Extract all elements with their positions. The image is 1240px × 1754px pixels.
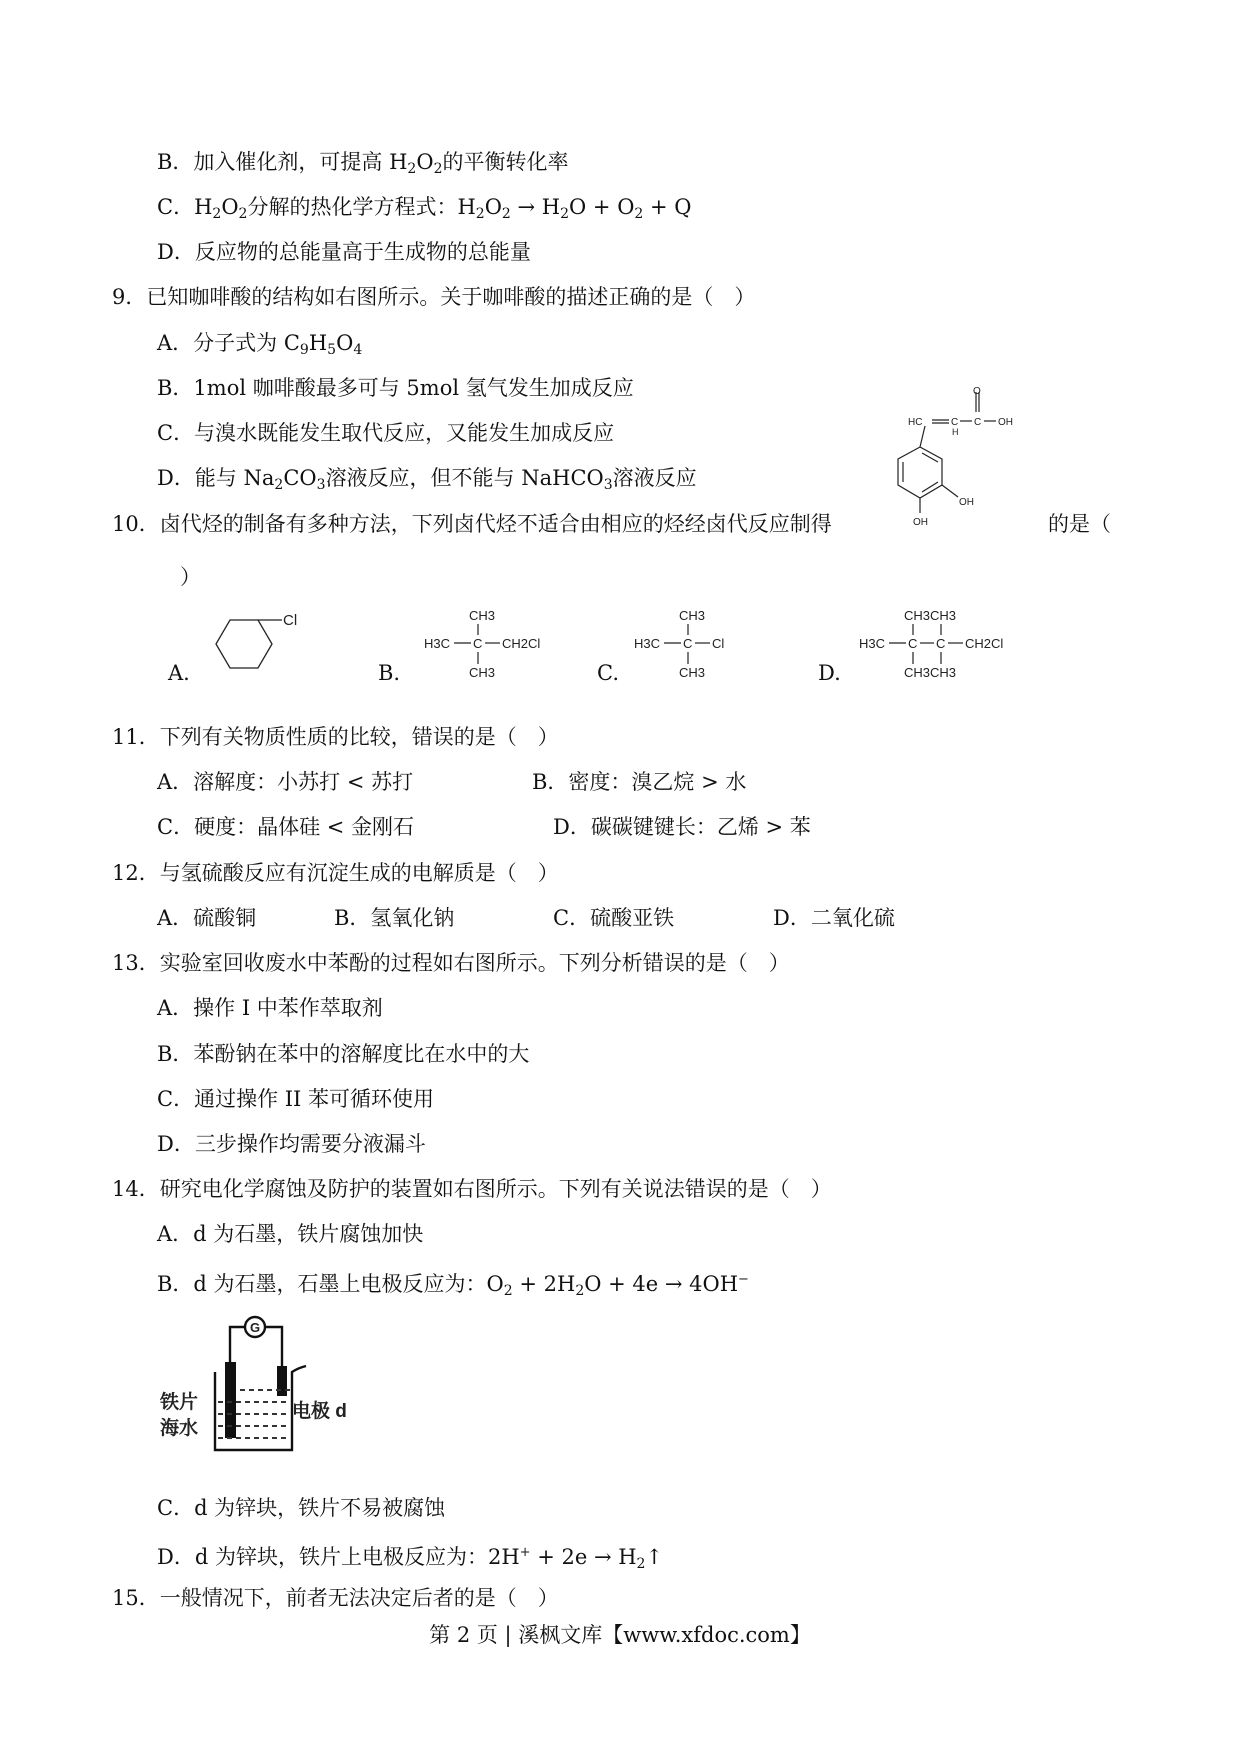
q9-option-a: A．分子式为 $C_9H_5O_4$ [157, 331, 363, 358]
c-label: C [473, 636, 483, 651]
q14-option-d: D．d 为锌块，铁片上电极反应为：$2H^+ + 2e \to H_2↑$ [157, 1545, 664, 1572]
ch3-label-2: CH3 [469, 665, 496, 680]
seawater-label: 海水 [160, 1418, 199, 1439]
q14-option-c: C．d 为锌块，铁片不易被腐蚀 [157, 1496, 446, 1520]
q10-label-b: B. [378, 661, 401, 685]
oh-label-2: OH [959, 497, 974, 508]
chlorocyclohexane-structure [200, 608, 310, 688]
dimethyl-chloro-structure [855, 605, 1015, 685]
q10-label-c: C. [597, 661, 619, 685]
q8-option-d: D．反应物的总能量高于生成物的总能量 [157, 240, 531, 264]
electrode-d-label: 电极 d [292, 1401, 347, 1422]
q12-option-d: D．二氧化硫 [773, 906, 895, 930]
q15-stem: 15．一般情况下，前者无法决定后者的是（ ） [112, 1586, 559, 1610]
q9-stem: 9．已知咖啡酸的结构如右图所示。关于咖啡酸的描述正确的是（ ） [112, 285, 756, 309]
iron-label: 铁片 [160, 1392, 199, 1413]
q10-stem: 10．卤代烃的制备有多种方法，下列卤代烃不适合由相应的烃经卤代反应制得 [112, 512, 832, 536]
h3c-label: H3C [859, 636, 886, 651]
ch3-label: CH3 [679, 608, 706, 623]
hc-label: HC [908, 417, 923, 428]
h3c-label: H3C [424, 636, 451, 651]
galvanometer-label: G [249, 1320, 261, 1335]
ch2cl-label: CH2Cl [502, 636, 541, 651]
q13-stem: 13．实验室回收废水中苯酚的过程如右图所示。下列分析错误的是（ ） [112, 951, 790, 975]
q10-stem-close: ） [180, 565, 201, 589]
q11-option-b: B．密度：溴乙烷 > 水 [532, 770, 747, 794]
oh-label: OH [998, 417, 1013, 428]
page-footer: 第 2 页 | 溪枫文库【www.xfdoc.com】 [429, 1623, 811, 1647]
q10-label-a: A. [168, 661, 190, 685]
caffeic-acid-structure [870, 385, 1030, 565]
q11-option-c: C．硬度：晶体硅 < 金刚石 [157, 815, 415, 839]
q11-option-d: D．碳碳键键长：乙烯 > 苯 [553, 815, 811, 839]
cl-label: Cl [712, 636, 725, 651]
electrode-d-rod [277, 1366, 287, 1396]
q13-option-b: B．苯酚钠在苯中的溶解度比在水中的大 [157, 1042, 530, 1066]
q13-option-a: A．操作 I 中苯作萃取剂 [157, 996, 383, 1020]
q13-option-d: D．三步操作均需要分液漏斗 [157, 1132, 426, 1156]
ch3ch3-label: CH3CH3 [904, 608, 957, 623]
q11-stem: 11．下列有关物质性质的比较，错误的是（ ） [112, 725, 559, 749]
q14-option-a: A．d 为石墨，铁片腐蚀加快 [157, 1222, 424, 1246]
q8-option-b: B．加入催化剂，可提高 $H_2O_2$的平衡转化率 [157, 150, 569, 177]
neopentyl-chloride-structure [420, 605, 550, 685]
ch3-label: CH3 [469, 608, 496, 623]
oh-label-3: OH [913, 517, 928, 528]
tert-butyl-chloride-structure [630, 605, 730, 685]
q14-option-b: B．d 为石墨，石墨上电极反应为：$O_2 + 2H_2O + 4e \to 4OH^-$ [157, 1272, 749, 1299]
ch3ch3-label-2: CH3CH3 [904, 665, 957, 680]
q11-option-a: A．溶解度：小苏打 < 苏打 [157, 770, 414, 794]
h3c-label: H3C [634, 636, 661, 651]
c-label: C [908, 636, 918, 651]
q10-stem-tail: 的是（ [1048, 512, 1111, 536]
q12-option-b: B．氢氧化钠 [334, 906, 455, 930]
q12-stem: 12．与氢硫酸反应有沉淀生成的电解质是（ ） [112, 861, 559, 885]
ch3-label-2: CH3 [679, 665, 706, 680]
c-label-2: C [974, 417, 982, 428]
q12-option-a: A．硫酸铜 [157, 906, 257, 930]
cl-label: Cl [283, 612, 298, 629]
ch2cl-label: CH2Cl [965, 636, 1004, 651]
oxygen-label: O [973, 386, 981, 397]
c-label: C [951, 417, 959, 428]
c-label: C [683, 636, 693, 651]
corrosion-apparatus-figure [160, 1310, 370, 1455]
q9-option-d: D．能与 $Na_2CO_3$溶液反应，但不能与 NaHCO$_3$溶液反应 [157, 466, 697, 493]
q14-stem: 14．研究电化学腐蚀及防护的装置如右图所示。下列有关说法错误的是（ ） [112, 1177, 832, 1201]
q9-option-c: C．与溴水既能发生取代反应，又能发生加成反应 [157, 421, 615, 445]
q13-option-c: C．通过操作 II 苯可循环使用 [157, 1087, 435, 1111]
q9-option-b: B．1mol 咖啡酸最多可与 5mol 氢气发生加成反应 [157, 376, 634, 400]
q8-option-c: C．$H_2O_2$分解的热化学方程式：$H_2O_2 \to H_2O + O_2 + Q$ [157, 195, 692, 222]
c-label-2: C [936, 636, 946, 651]
q12-option-c: C．硫酸亚铁 [553, 906, 675, 930]
q10-label-d: D. [818, 661, 841, 685]
h-label: H [952, 427, 959, 437]
